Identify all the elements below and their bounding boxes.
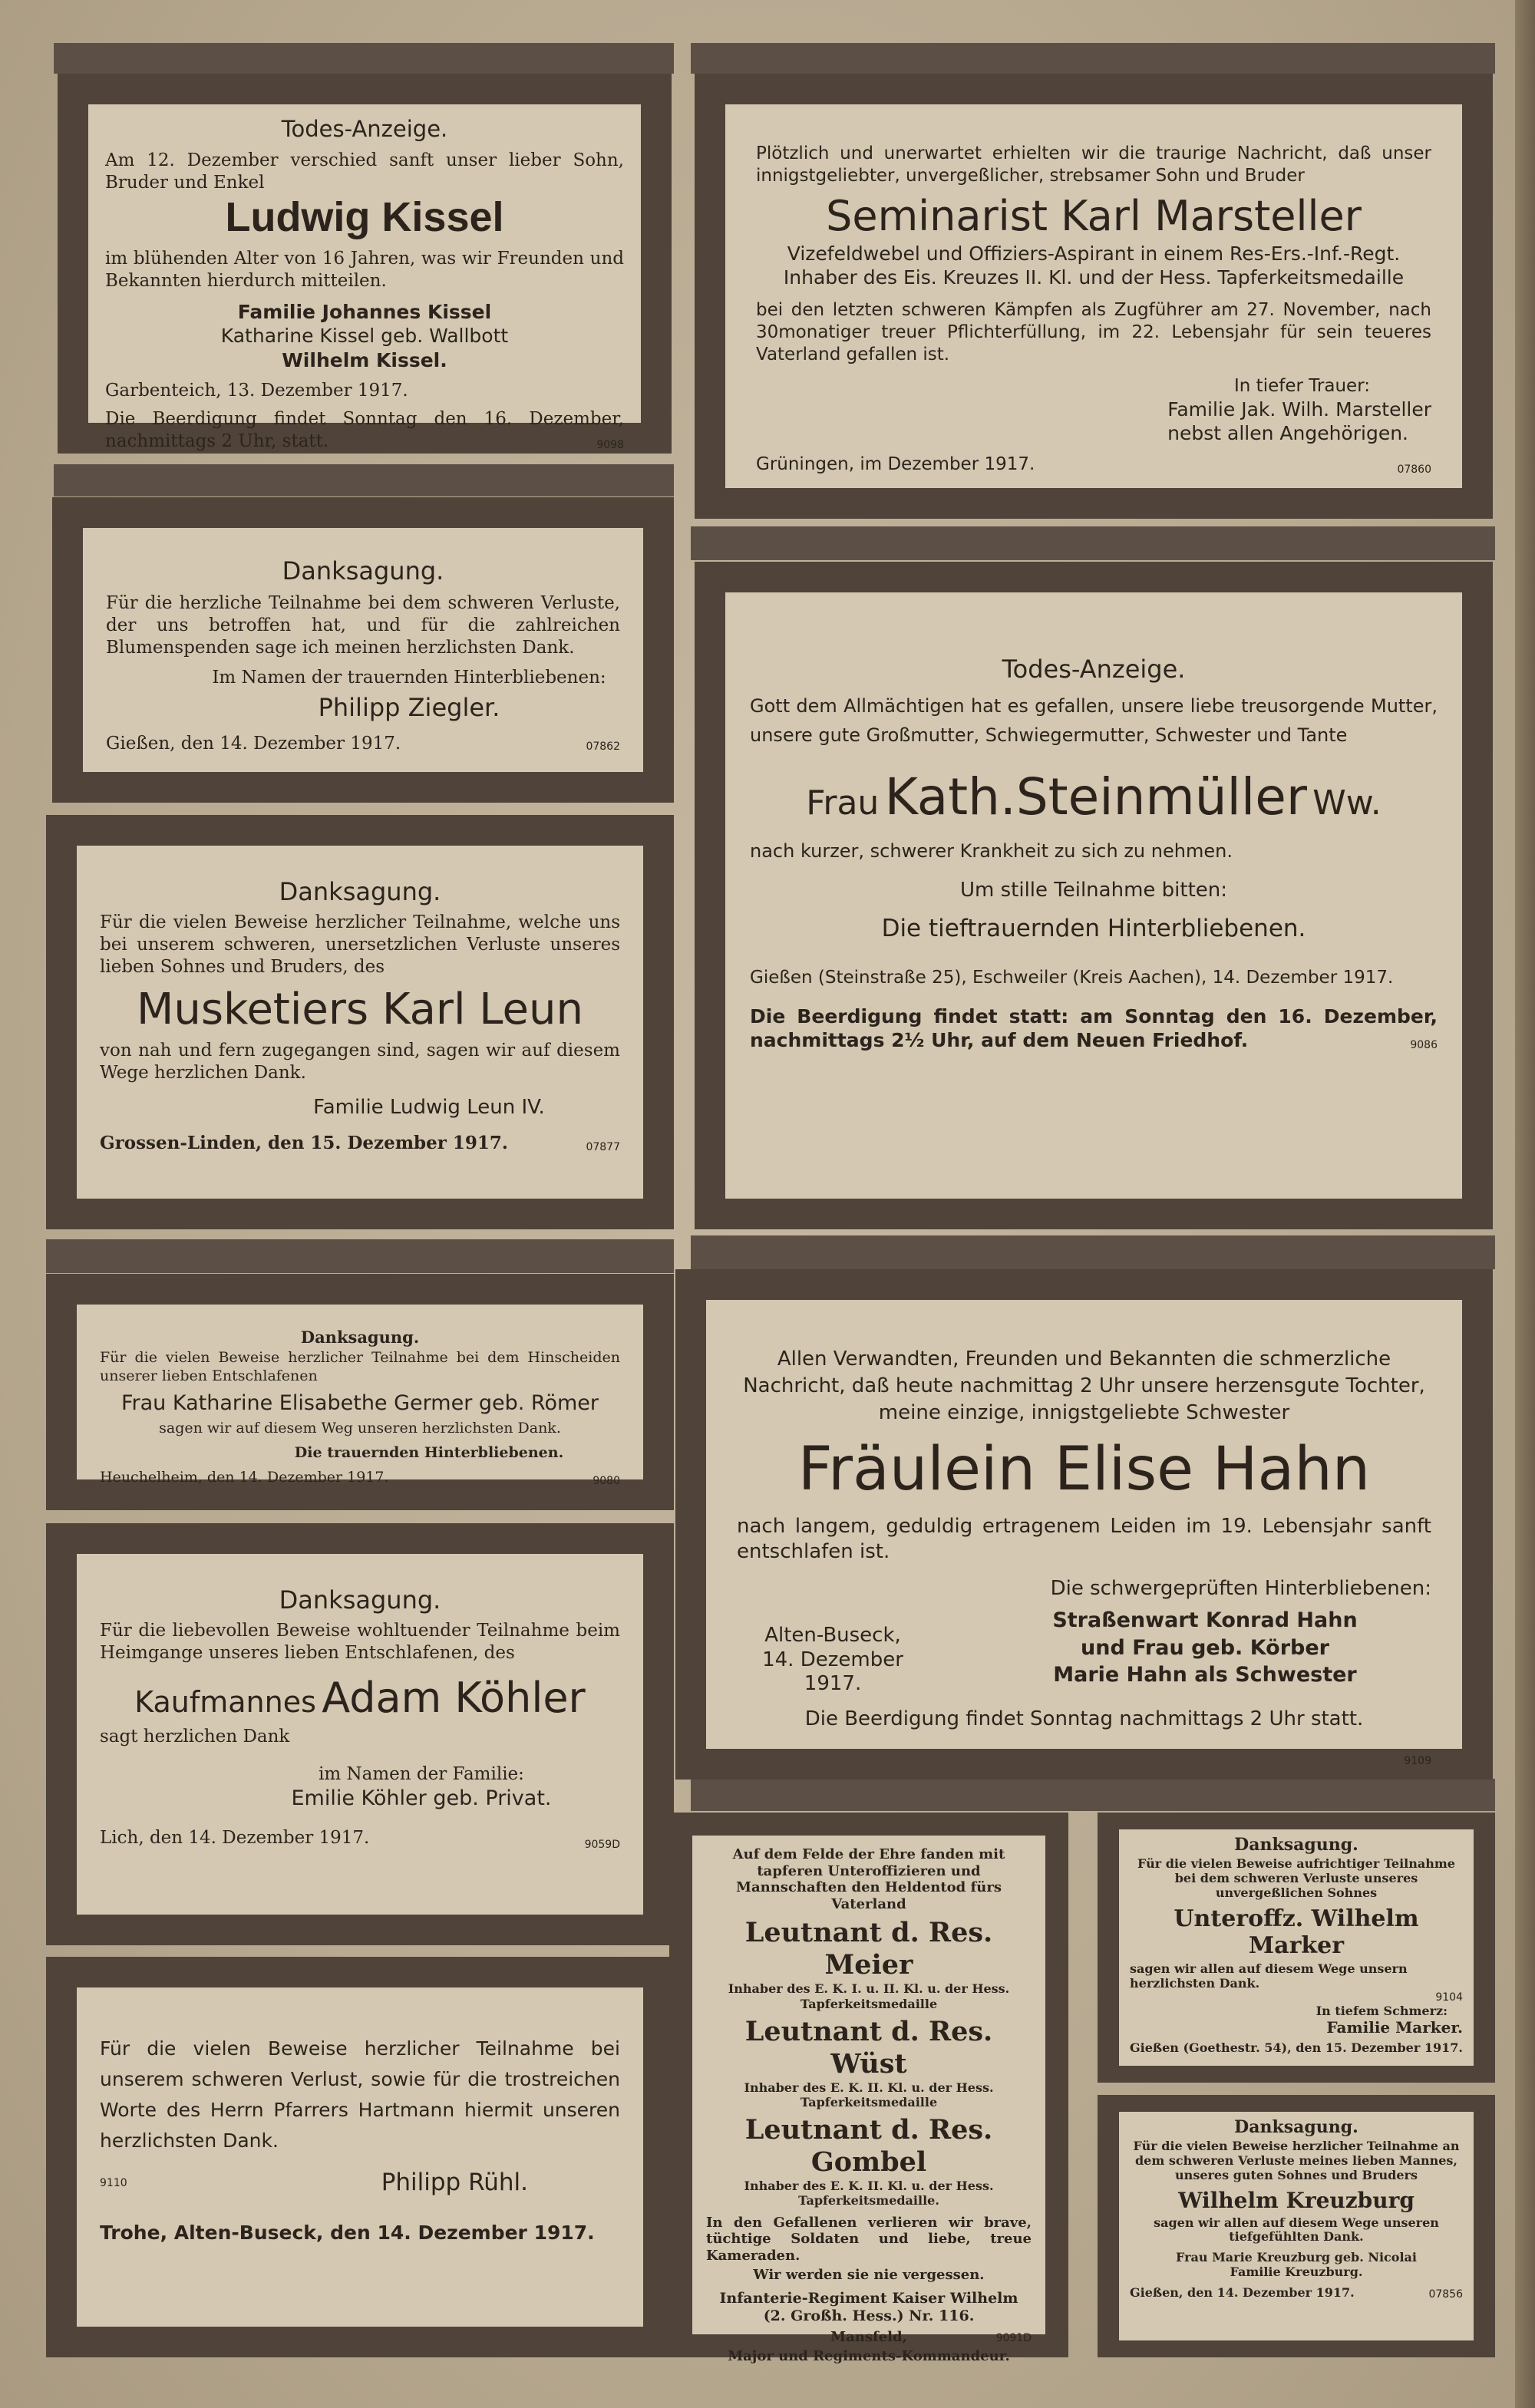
rule-band — [691, 1235, 1495, 1269]
mourners-line: Familie Jak. Wilh. Marsteller — [1167, 397, 1431, 421]
signature-name: Philipp Rühl. — [381, 2169, 528, 2196]
ad-code: 07877 — [586, 1140, 620, 1153]
ad-ruehl — [46, 1957, 674, 2357]
signature-line: im Namen der Familie: — [319, 1764, 524, 1785]
ad-code: 07856 — [1428, 2288, 1463, 2301]
deceased-name: Kath.Steinmüller — [884, 767, 1307, 826]
ad-kreuzburg — [1098, 2095, 1495, 2357]
fallen-decoration: Inhaber des E. K. I. u. II. Kl. u. der Hess. Tapferkeitsmedaille — [728, 1981, 1010, 2011]
ad-code: 07860 — [1397, 463, 1431, 476]
deceased-name-line — [100, 1672, 620, 1724]
ad-text: sagen wir auf diesem Weg unseren herzlichsten Dank. — [159, 1420, 561, 1437]
family-line: Die trauernden Hinterbliebenen. — [294, 1444, 564, 1462]
family-heading: Die schwergeprüften Hinterbliebenen: — [1050, 1577, 1431, 1601]
place-date: Grossen-Linden, den 15. Dezember 1917. — [100, 1132, 508, 1153]
date: 14. Dezember 1917. — [762, 1648, 903, 1695]
ad-text: sagt herzlichen Dank — [100, 1727, 290, 1747]
fallen-decoration: Inhaber des E. K. II. Kl. u. der Hess. Tapferkeitsmedaille — [744, 2080, 994, 2109]
deceased-name: Wilhelm Kreuzburg — [1178, 2187, 1415, 2213]
family-line: Frau Marie Kreuzburg geb. Nicolai — [1176, 2250, 1417, 2265]
ad-kissel — [58, 74, 672, 454]
ad-code: 9059D — [584, 1839, 620, 1852]
ad-heading: Danksagung. — [300, 1328, 420, 1347]
deceased-name-line — [750, 765, 1438, 829]
ad-text: Gott dem Allmächtigen hat es gefallen, unsere liebe treusorgende Mutter, unsere gute Großmutter, Schwiegermutter, Schwester und Tante — [750, 695, 1438, 746]
ad-heading: Todes-Anzeige. — [1002, 655, 1186, 684]
ad-code: 07862 — [586, 741, 620, 754]
ad-germer — [46, 1274, 674, 1510]
ad-text: von nah und fern zugegangen sind, sagen wir auf diesem Wege herzlichen Dank. — [100, 1041, 620, 1084]
rule-band — [691, 526, 1495, 560]
deceased-name: Unteroffz. Wilhelm Marker — [1174, 1905, 1419, 1959]
rule-band — [54, 43, 674, 74]
family-line: Katharine Kissel geb. Wallbott — [220, 325, 509, 347]
family-line: Familie Johannes Kissel — [237, 300, 492, 323]
family-line: und Frau geb. Körber — [1081, 1635, 1329, 1660]
hahn-family-block — [737, 1576, 1431, 1695]
name-prefix: Kaufmannes — [134, 1685, 316, 1720]
ad-hahn — [675, 1269, 1493, 1780]
ad-text: Für die vielen Beweise herzlicher Teilnahme, welche uns bei unserem schweren, unersetzlichen Verluste unseres lieben Sohnes und Bruders, des — [100, 912, 620, 978]
ad-heading: Danksagung. — [1234, 2117, 1358, 2137]
ad-text: Für die vielen Beweise herzlicher Teilnahme an dem schweren Verluste meines lieben Mannes, unseres guten Sohnes und Bruders — [1133, 2138, 1460, 2182]
ad-ziegler — [52, 497, 674, 803]
ad-text: Für die herzliche Teilnahme bei dem schweren Verluste, der uns betroffen hat, und für die zahlreichen Blumenspenden sage ich meinen herzlichsten Dank. — [106, 593, 620, 658]
ad-text: Auf dem Felde der Ehre fanden mit tapferen Unteroffizieren und Mannschaften den Heldentod fürs Vaterland — [732, 1846, 1005, 1912]
name-suffix: Ww. — [1312, 783, 1382, 823]
ad-text: In den Gefallenen verlieren wir brave, tüchtige Soldaten und liebe, treue Kameraden. — [706, 2214, 1032, 2264]
family-names — [1028, 1607, 1382, 1687]
ad-text: Für die vielen Beweise herzlicher Teilnahme bei unserem schweren Verlust, sowie für die trostreichen Worte des Herrn Pfarrers Hartmann hiermit unseren herzlichsten Dank. — [100, 2037, 620, 2152]
fallen-name: Leutnant d. Res. Meier — [744, 1917, 993, 1981]
ad-code: 9104 — [1435, 1991, 1463, 2004]
ad-code: 9080 — [593, 1475, 620, 1488]
deceased-name: Frau Katharine Elisabethe Germer geb. Römer — [120, 1391, 599, 1416]
ad-text: Wir werden sie nie vergessen. — [753, 2267, 985, 2284]
request-line: Um stille Teilnahme bitten: — [959, 879, 1228, 902]
ad-text: im blühenden Alter von 16 Jahren, was wir Freunden und Bekannten hierdurch mitteilen. — [105, 248, 624, 291]
fallen-decoration: Inhaber des E. K. II. Kl. u. der Hess. Tapferkeitsmedaille. — [744, 2179, 994, 2208]
ad-text: Am 12. Dezember verschied sanft unser lieber Sohn, Bruder und Enkel — [105, 150, 624, 193]
signature-name: Mansfeld, — [830, 2329, 907, 2346]
burial-notice: Die Beerdigung findet statt: am Sonntag den 16. Dezember, nachmittags 2½ Uhr, auf dem Neuen Friedhof. — [750, 1004, 1438, 1052]
place-date: Gießen (Goethestr. 54), den 15. Dezember 1917. — [1130, 2040, 1463, 2056]
place-date: Gießen, den 14. Dezember 1917. — [1130, 2285, 1355, 2301]
ad-code: 9109 — [1404, 1755, 1431, 1768]
ad-text: Plötzlich und unerwartet erhielten wir die traurige Nachricht, daß unser innigstgeliebter, unvergeßlicher, strebsamer Sohn und Bruder — [756, 143, 1431, 186]
place-date: Trohe, Alten-Buseck, den 14. Dezember 1917. — [100, 2222, 595, 2244]
ad-text: nach kurzer, schwerer Krankheit zu sich zu nehmen. — [750, 840, 1233, 862]
deceased-name: Musketiers Karl Leun — [137, 985, 583, 1035]
ad-text: Allen Verwandten, Freunden und Bekannten die schmerzliche Nachricht, daß heute nachmittag 2 Uhr unsere herzensgute Tochter, meine einzige, innigstgeliebte Schwester — [743, 1347, 1425, 1425]
fallen-name: Leutnant d. Res. Wüst — [744, 2015, 993, 2080]
ad-regiment — [669, 1813, 1068, 2364]
ad-heading: Danksagung. — [279, 1585, 441, 1615]
rule-band — [691, 43, 1495, 74]
deceased-name: Ludwig Kissel — [225, 194, 504, 241]
ad-code: 9098 — [596, 438, 624, 451]
burial-notice: Die Beerdigung findet Sonntag den 16. Dezember, nachmittags 2 Uhr, statt. — [105, 408, 624, 451]
family-line: Marie Hahn als Schwester — [1053, 1662, 1357, 1687]
rule-band — [691, 1779, 1495, 1811]
deceased-name: Adam Köhler — [322, 1674, 586, 1723]
family-line: Familie Ludwig Leun IV. — [313, 1096, 545, 1120]
signature-rank: Major und Regiments-Kommandeur. — [728, 2347, 1010, 2364]
mourners-line: nebst allen Angehörigen. — [1167, 422, 1408, 445]
fallen-name: Leutnant d. Res. Gombel — [744, 2114, 993, 2179]
regiment-line: (2. Großh. Hess.) Nr. 116. — [763, 2307, 975, 2324]
place-date: Lich, den 14. Dezember 1917. — [100, 1828, 370, 1849]
place-date: Garbenteich, 13. Dezember 1917. — [105, 381, 408, 401]
ad-marker — [1098, 1813, 1495, 2083]
family-line: Familie Kreuzburg. — [1230, 2265, 1363, 2280]
family-line: Wilhelm Kissel. — [282, 348, 447, 371]
ad-text: nach langem, geduldig ertragenem Leiden im 19. Lebensjahr sanft entschlafen ist. — [737, 1514, 1431, 1563]
family-line: Straßenwart Konrad Hahn — [1052, 1608, 1358, 1633]
burial-notice: Die Beerdigung findet Sonntag nachmittags 2 Uhr statt. — [804, 1707, 1364, 1731]
rank-line: Inhaber des Eis. Kreuzes II. Kl. und der Hess. Tapferkeitsmedaille — [783, 266, 1405, 289]
name-prefix: Frau — [806, 783, 880, 823]
ad-koehler — [46, 1523, 674, 1945]
signature-name: Emilie Köhler geb. Privat. — [291, 1786, 552, 1811]
ad-leun — [46, 815, 674, 1229]
mourners-line: In tiefer Trauer: — [1234, 375, 1370, 396]
deceased-name: Seminarist Karl Marsteller — [826, 191, 1362, 240]
ad-text: Für die vielen Beweise aufrichtiger Teilnahme bei dem schweren Verluste unseres unvergeßlichen Sohnes — [1137, 1855, 1455, 1900]
ad-code: 9086 — [1410, 1038, 1438, 1051]
rank-line: Vizefeldwebel und Offiziers-Aspirant in einem Res-Ers.-Inf.-Regt. — [787, 242, 1401, 265]
family-line: Die tieftrauernden Hinterbliebenen. — [881, 914, 1306, 942]
ad-text: sagen wir allen auf diesem Wege unsern herzlichsten Dank. — [1130, 1961, 1408, 1991]
place: Alten-Buseck, — [764, 1624, 901, 1648]
ad-heading: Danksagung. — [1234, 1835, 1358, 1855]
ad-text: Für die vielen Beweise herzlicher Teilnahme bei dem Hinscheiden unserer lieben Entschlafenen — [100, 1349, 620, 1385]
place-date: Gießen (Steinstraße 25), Eschweiler (Kreis Aachen), 14. Dezember 1917. — [750, 967, 1394, 988]
place-date: Grüningen, im Dezember 1917. — [756, 454, 1035, 474]
signature-line: Im Namen der trauernden Hinterbliebenen: — [212, 668, 606, 688]
page-binding-edge — [1515, 0, 1535, 2408]
place-date: Gießen, den 14. Dezember 1917. — [106, 733, 401, 754]
ad-text: sagen wir allen auf diesem Wege unseren tiefgefühlten Dank. — [1154, 2215, 1439, 2245]
deceased-name: Fräulein Elise Hahn — [797, 1435, 1371, 1505]
ad-marsteller — [695, 74, 1493, 519]
ad-heading: Danksagung. — [279, 877, 441, 906]
regiment-line: Infanterie-Regiment Kaiser Wilhelm — [719, 2289, 1018, 2307]
signature-name: Philipp Ziegler. — [318, 693, 500, 723]
ad-text: bei den letzten schweren Kämpfen als Zugführer am 27. November, nach 30monatiger treuer Pflichterfüllung, im 22. Lebensjahr für sein teueres Vaterland gefallen ist. — [756, 299, 1431, 364]
ad-code: 9091D — [995, 2332, 1032, 2345]
place-date: Heuchelheim, den 14. Dezember 1917. — [100, 1469, 389, 1486]
signature-line: In tiefem Schmerz: — [1315, 2003, 1448, 2018]
rule-band — [54, 464, 674, 496]
place-date — [744, 1624, 921, 1696]
rule-band — [46, 1239, 674, 1273]
ad-heading: Danksagung. — [282, 556, 444, 586]
ad-steinmueller — [695, 562, 1493, 1229]
ad-heading: Todes-Anzeige. — [281, 116, 448, 142]
signature-name: Familie Marker. — [1326, 2017, 1463, 2037]
signature-row — [100, 2164, 620, 2202]
ad-text: Für die liebevollen Beweise wohltuender Teilnahme beim Heimgange unseres lieben Entschlafenen, des — [100, 1621, 620, 1664]
ad-code: 9110 — [100, 2177, 127, 2189]
